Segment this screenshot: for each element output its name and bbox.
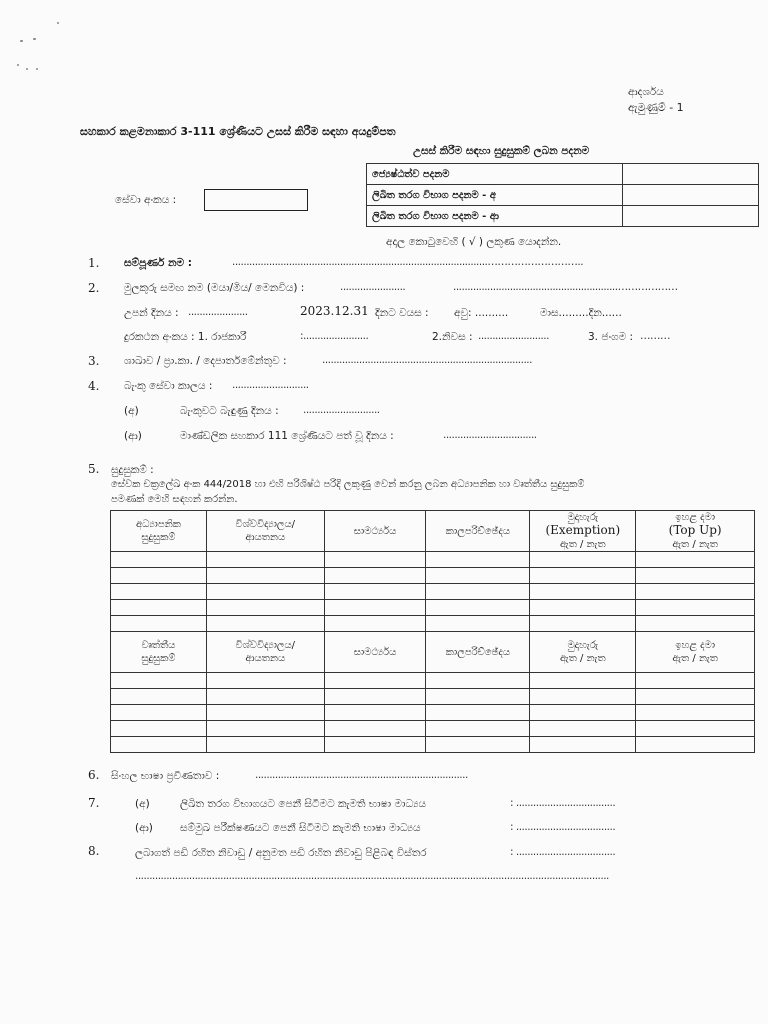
marks-checkbox-seniority[interactable] — [623, 164, 759, 185]
academic-qualifications-table — [110, 510, 755, 753]
field-3-number: 3. — [88, 354, 100, 368]
field-4-number: 4. — [88, 379, 100, 393]
field-4a-number: (අ) — [124, 405, 139, 417]
no-pay-leave-label: ලබාගත් පඩි රහිත නිවාඩු / අනුමත පඩි රහිත නිවාඩු පිළිබඳ විස්තර — [135, 847, 427, 859]
field-5-number: 5. — [88, 462, 100, 476]
phone-home-input[interactable]: ......................... — [478, 330, 549, 342]
phone-home-label: 2.නිවස : — [432, 331, 473, 343]
bank-service-input[interactable]: ........................... — [232, 379, 309, 391]
field-4b-number: (ආ) — [124, 430, 142, 442]
phone-mobile-input[interactable]: ……… — [640, 330, 670, 342]
grade-appointment-label: මාණ්ඩලික සහකාර 111 ශ්‍රේණියට පත් වූ දිනය : — [180, 430, 394, 442]
name-with-initials-label: මුලකුරු සමඟ නම (මයා/මිය/ මෙනවිය) : — [124, 282, 305, 294]
table-row — [111, 721, 755, 737]
marks-instruction: අදාල කොටුවෙහි ( √ ) ලකුණ යොදන්න. — [386, 236, 562, 248]
table-row — [111, 689, 755, 705]
phone-office-input[interactable]: :....................... — [300, 330, 369, 342]
marks-basis-table — [366, 163, 759, 227]
annex-number: ඇමුණුම් - 1 — [628, 101, 684, 114]
join-date-label: බැංකුවට බැඳුණු දිනය : — [180, 405, 279, 417]
marks-row-written-a — [367, 185, 759, 206]
marks-row-label: ලිඛිත තරග විභාග පදනම - ආ — [367, 206, 623, 227]
field-7a-number: (අ) — [135, 798, 150, 810]
qualifications-note-1: සේවක චක්‍රලේඛ අංක 444/2018 හා එහි පරිශිෂ්ඨ පරිදි ලකුණු වෙන් කරනු ලබන අධ්‍යාපනික හා වෘත්තීය සුදුසුකම් — [111, 479, 585, 490]
professional-header-row — [111, 632, 755, 673]
age-years-input[interactable]: අවු: .......... — [454, 307, 509, 319]
field-8-number: 8. — [88, 844, 100, 858]
phone-office-label: දුරකථන අංකය : 1. රාජකාරී — [124, 331, 247, 343]
service-number-input[interactable] — [204, 189, 308, 211]
marks-row-label: ලිඛිත තරග විභාග පදනම - අ — [367, 185, 623, 206]
age-months-days-input[interactable]: මාස.........දින...... — [540, 307, 622, 319]
name-with-initials-input-2[interactable]: ..........................................................……………… — [453, 281, 678, 293]
field-7b-number: (ආ) — [135, 822, 153, 834]
header-university: විශ්වවිද්‍යාලය/ ආයතනය — [206, 632, 324, 673]
header-exemption: මුදාහැරු ඇත / නැත — [530, 632, 636, 673]
field-6-number: 6. — [88, 768, 100, 782]
header-period: කාලපරිච්ඡේදය — [426, 511, 530, 552]
marks-row-label: ජ්‍යෙෂ්ඨත්ව පදනම — [367, 164, 623, 185]
header-period: කාලපරිච්ඡේදය — [426, 632, 530, 673]
table-row — [111, 616, 755, 632]
header-exemption: මුදාහැරු (Exemption) ඇත / නැත — [530, 511, 636, 552]
no-pay-leave-input-2[interactable]: ....................................................................................................................................................................... — [135, 870, 609, 882]
table-row — [111, 552, 755, 568]
birth-date-label: උපන් දිනය : — [124, 307, 179, 319]
field-2-number: 2. — [88, 281, 100, 295]
bank-service-label: බැංකු සේවා කාලය : — [124, 380, 213, 392]
interview-medium-label: සම්මුඛ පරීක්ෂණයට පෙනී සිටීමට කැමති භාෂා මාධ්‍යය — [180, 822, 421, 834]
marks-checkbox-written-a[interactable] — [623, 185, 759, 206]
written-exam-medium-input[interactable]: : ................................... — [510, 797, 616, 809]
header-professional-qualification: වෘත්තීය සුදුසුකම් — [111, 632, 207, 673]
table-row — [111, 600, 755, 616]
grade-appointment-input[interactable]: ................................. — [443, 429, 537, 441]
sinhala-proficiency-label: සිංහල භාෂා ප්‍රවීණතාව : — [111, 770, 220, 782]
header-university: විශ්වවිද්‍යාලය/ ආයතනය — [206, 511, 324, 552]
table-row — [111, 705, 755, 721]
qualifications-note-2: පමණක් මෙහි සඳහන් කරන්න. — [111, 494, 238, 505]
table-row — [111, 568, 755, 584]
age-label: දිනට වයස : — [375, 307, 429, 319]
marks-row-written-b — [367, 206, 759, 227]
service-number-label: සේවා අංකය : — [115, 194, 177, 206]
table-row — [111, 584, 755, 600]
header-top-up: ඉහළ දමා (Top Up) ඇත / නැත — [636, 511, 755, 552]
birth-date-input[interactable]: ..................... — [188, 306, 248, 318]
field-7-number: 7. — [88, 796, 100, 810]
branch-input[interactable]: .......................................................................... — [322, 354, 532, 366]
join-date-input[interactable]: ........................... — [303, 404, 380, 416]
table-row — [111, 673, 755, 689]
marks-checkbox-written-b[interactable] — [623, 206, 759, 227]
sinhala-proficiency-input[interactable]: ........................................................................... — [255, 769, 468, 781]
full-name-input[interactable]: ..........................................................................................……………………….. — [232, 256, 584, 268]
form-title: සහකාර කළමනාකාර 3-111 ශ්‍රේණියට උසස් කිරීම සඳහා අයදුම්පත — [80, 125, 396, 138]
phone-mobile-label: 3. ජංගම : — [588, 331, 634, 343]
header-top-up: ඉහළ දමා ඇත / නැත — [636, 632, 755, 673]
interview-medium-input[interactable]: : ................................... — [510, 821, 616, 833]
full-name-label: සම්පූර්ණ නම : — [124, 257, 192, 269]
header-academic-qualification: අධ්‍යාපනික සුදුසුකම් — [111, 511, 207, 552]
reference-date: 2023.12.31 — [300, 304, 369, 318]
qualifications-title: සුදුසුකම් : — [111, 464, 154, 476]
header-pass-level: සාමර්ථ්‍යය — [324, 511, 426, 552]
field-1-number: 1. — [88, 256, 100, 270]
table-row — [111, 737, 755, 753]
marks-section-title: උසස් කිරීම සඳහා සුදුසුකම් ලබන පදනම — [413, 145, 590, 157]
marks-row-seniority — [367, 164, 759, 185]
name-with-initials-input[interactable]: ....................... — [340, 281, 406, 293]
academic-header-row — [111, 511, 755, 552]
no-pay-leave-input[interactable]: : ................................... — [510, 846, 616, 858]
branch-label: ශාඛාව / ප්‍රා.කා. / දෙපාර්තමේන්තුව : — [124, 355, 287, 367]
annex-label: ආදර්ශය — [628, 86, 664, 98]
written-exam-medium-label: ලිඛිත තරග විභාගයට පෙනී සිටීමට කැමති භාෂා මාධ්‍යය — [180, 798, 427, 810]
header-pass-level: සාමර්ථ්‍යය — [324, 632, 426, 673]
